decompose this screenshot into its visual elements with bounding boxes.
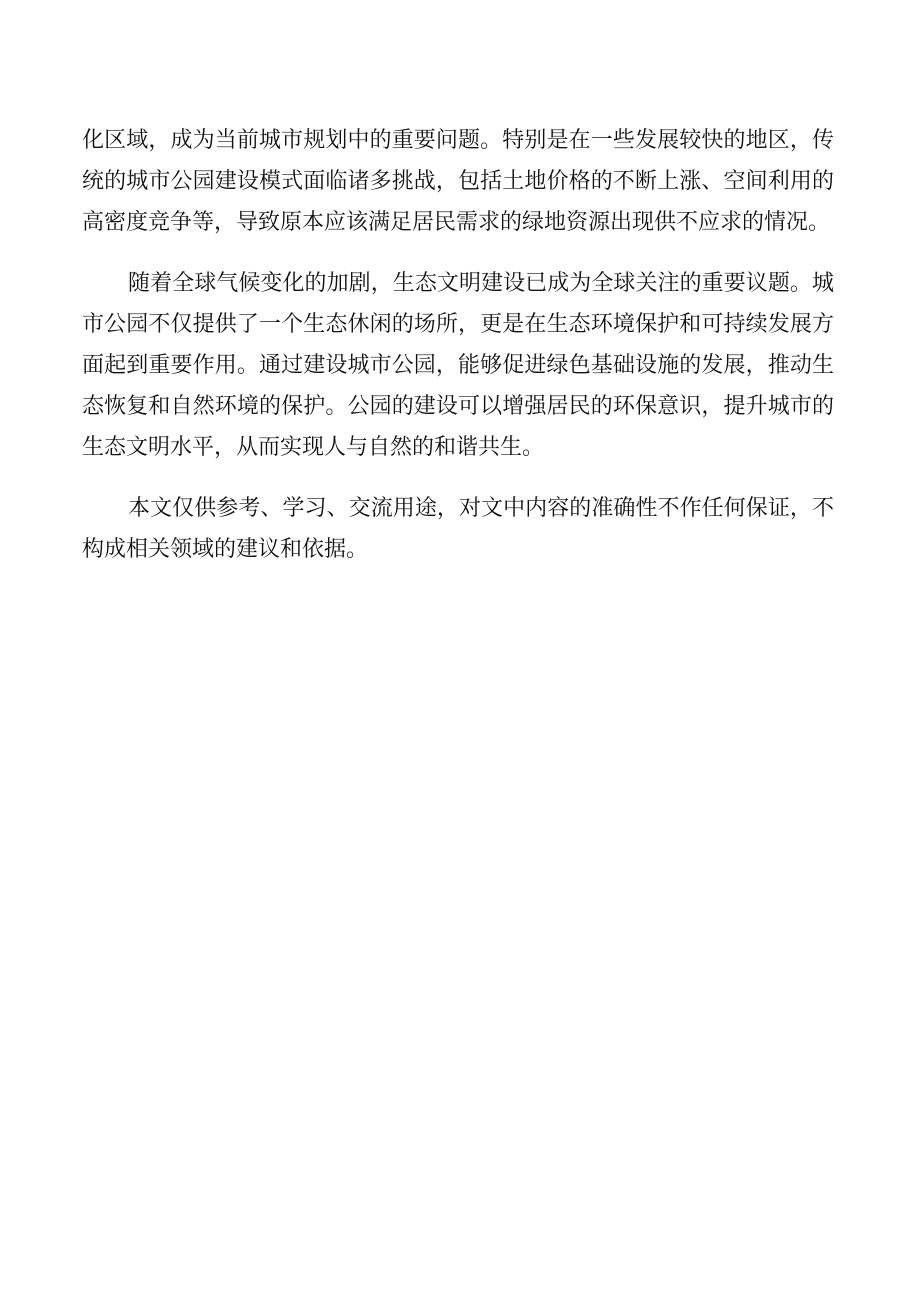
document-body (82, 120, 834, 590)
paragraph-ecological-civilization: 随着全球气候变化的加剧，生态文明建设已成为全球关注的重要议题。城市公园不仅提供了一个生态休闲的场所，更是在生态环境保护和可持续发展方面起到重要作用。通过建设城市公园，能够促进绿色基础设施的发展，推动生态恢复和自然环境的保护。公园的建设可以增强居民的环保意识，提升城市的生态文明水平，从而实现人与自然的和谐共生。 (82, 271, 834, 460)
paragraph-disclaimer: 本文仅供参考、学习、交流用途，对文中内容的准确性不作任何保证，不构成相关领域的建议和依据。 (82, 496, 834, 562)
paragraph-continuation: 化区域，成为当前城市规划中的重要问题。特别是在一些发展较快的地区，传统的城市公园建设模式面临诸多挑战，包括土地价格的不断上涨、空间利用的高密度竞争等，导致原本应该满足居民需求的绿地资源出现供不应求的情况。 (82, 128, 834, 235)
